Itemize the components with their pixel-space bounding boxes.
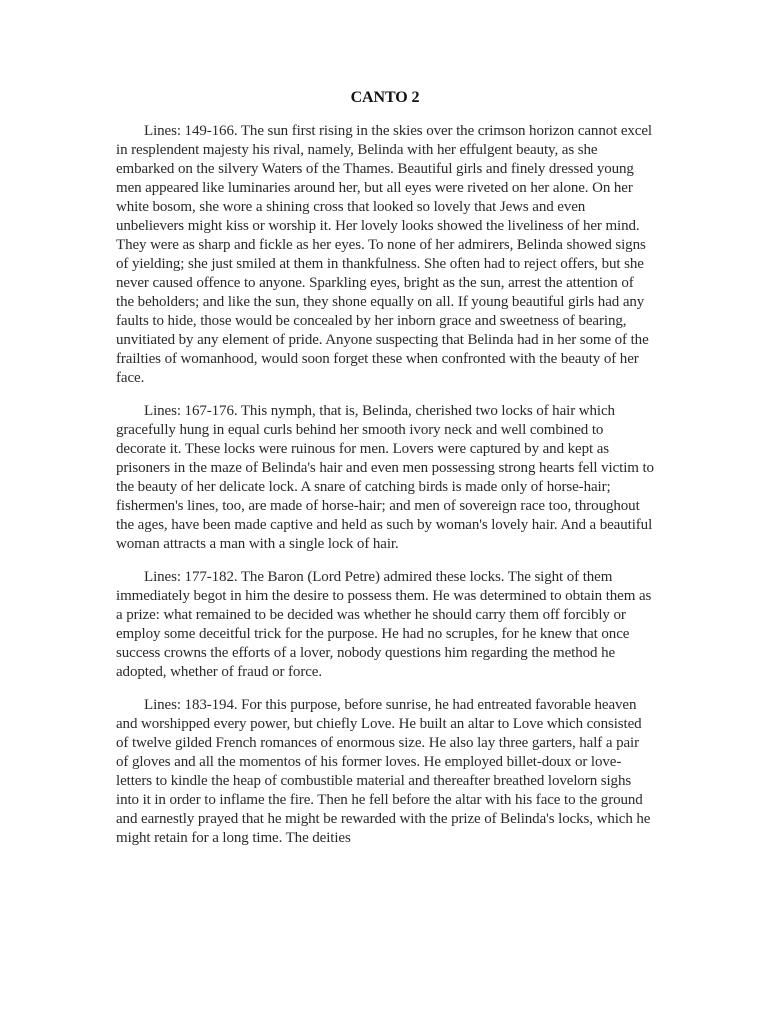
- document-page: [116, 82, 654, 848]
- paragraph-lines-167-176: Lines: 167-176. This nymph, that is, Belinda, cherished two locks of hair which gracefully hung in equal curls behind her smooth ivory neck and well combined to decorate it. These locks were ruinous for men. Lovers were captured by and kept as prisoners in the maze of Belinda's hair and even men possessing strong hearts fell victim to the beauty of her delicate lock. A snare of catching birds is made only of horse-hair; fishermen's lines, too, are made of horse-hair; and men of sovereign race too, throughout the ages, have been made captive and held as such by woman's lovely hair. And a beautiful woman attracts a man with a single lock of hair.: [116, 403, 654, 552]
- paragraph-lines-183-194: Lines: 183-194. For this purpose, before sunrise, he had entreated favorable heaven and worshipped every power, but chiefly Love. He built an altar to Love which consisted of twelve gilded French romances of enormous size. He also lay three garters, half a pair of gloves and all the momentos of his former loves. He employed billet-doux or love-letters to kindle the heap of combustible material and thereafter breathed lovelorn sighs into it in order to inflame the fire. Then he fell before the altar with his face to the ground and earnestly prayed that he might be rewarded with the prize of Belinda's locks, which he might retain for a long time. The deities: [116, 697, 651, 846]
- paragraph-lines-177-182: Lines: 177-182. The Baron (Lord Petre) admired these locks. The sight of them immediately begot in him the desire to possess them. He was determined to obtain them as a prize: what remained to be decided was whether he should carry them off forcibly or employ some deceitful trick for the purpose. He had no scruples, for he knew that once success crowns the efforts of a lover, nobody questions him regarding the method he adopted, whether of fraud or force.: [116, 569, 652, 680]
- page-title: CANTO 2: [350, 89, 420, 106]
- paragraph-lines-149-166: Lines: 149-166. The sun first rising in the skies over the crimson horizon cannot excel in resplendent majesty his rival, namely, Belinda with her effulgent beauty, as she embarked on the silvery Waters of the Thames. Beautiful girls and finely dressed young men appeared like luminaries around her, but all eyes were riveted on her alone. On her white bosom, she wore a shining cross that looked so lovely that Jews and even unbelievers might kiss or worship it. Her lovely looks showed the liveliness of her mind. They were as sharp and fickle as her eyes. To none of her admirers, Belinda showed signs of yielding; she just smiled at them in thankfulness. She often had to reject offers, but she never caused offence to anyone. Sparkling eyes, bright as the sun, arrest the attention of the beholders; and like the sun, they shone equally on all. If young beautiful girls had any faults to hide, those would be concealed by her inborn grace and sweetness of bearing, unvitiated by any element of pride. Anyone suspecting that Belinda had in her some of the frailties of womanhood, would soon forget these when confronted with the beauty of her face.: [116, 123, 652, 386]
